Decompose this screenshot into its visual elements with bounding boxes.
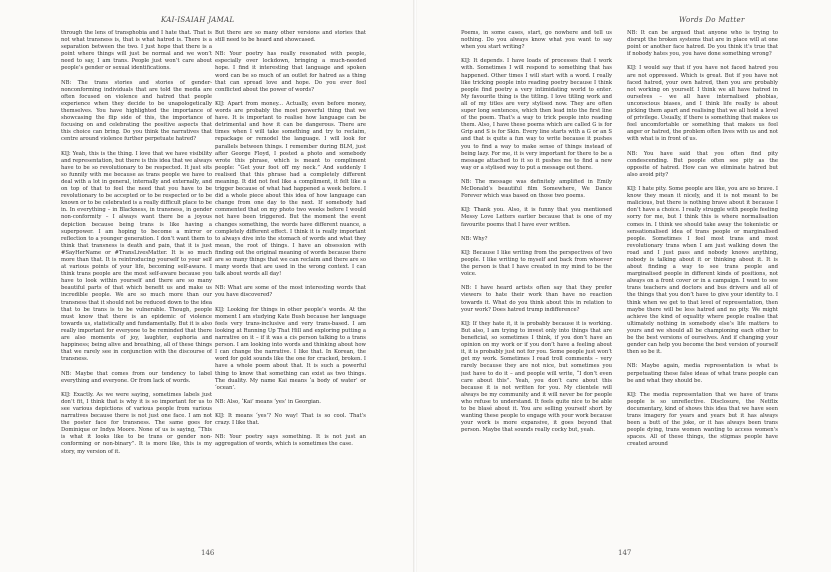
left-page (0, 0, 414, 572)
paragraph: KIJ: Exactly. As we were saying, sometimes labels just don’t fit, I think that is why it is so important for us to see various depictions of various people from various narratives because there is not just one face. I am not the poster face for transness. The same goes for Dominique or Indya Moore. None of us is saying, “This is what it looks like to be trans or gender non-conforming or non-binary”. It is more like, this is my story, my version of it. (61, 391, 212, 455)
paragraph: NB: Also, ‘Kai’ means ‘yes’ in Georgian. (215, 398, 321, 405)
paragraph: Poems, in some cases, start, go nowhere and tell us nothing. Do you always know what you want to say when you start writing? (461, 30, 612, 51)
paragraph: NB: The message was definitely amplified in Emily McDonald’s beautiful film Somewhere, We Dance Forever which was based on those two poems. (461, 178, 612, 200)
paragraph: KIJ: If they hate it, it is probably because it is working. But also, I am trying to invest only into things that are beneficial, so sometimes I think, if you don’t have an opinion on my work or if you don’t have a feeling about it, it is probably just not for you. Some people just won’t get my work. Sometimes I read troll comments – very rarely because they are not nice, but sometimes you just have to do it – and people will write, “I don’t even care about this”. Yeah, you don’t care about this because it is not written for you. My clientele will always be my community and it will never be for people who refuse to understand. It feels quite nice to be able to be blasé about it. You are selling yourself short by wanting these people to engage with your work because your work is more expansive, it goes beyond that person. Maybe that sounds really cocky but, yeah. (461, 320, 612, 434)
paragraph: NB: Maybe that comes from our tendency to label everything and everyone. Or from lack of words. (61, 370, 212, 384)
paragraph: KIJ: Apart from money... Actually, even before money, words are probably the most powerful thing that we have. It is important to realise how language can be detrimental and how it can be dangerous. There are times when I will take something and try to reclaim, repackage or remodel the language. I will look for parallels between things. I remember during BLM, just after George Floyd, I posted a photo and somebody wrote this phrase, which is meant to compliment people: “Get your foot off my neck.” And suddenly I realised that this phrase had a completely different meaning. It did not feel like a compliment, it felt like a trigger because of what had happened a week before. I did a whole piece about this idea of how language can change from one day to the next. If somebody had commented that on my photo two weeks before I would not have been triggered. But the moment the event changes something, the words have different nuance, a completely different effect. I think it is really important to always dive into the stomach of words and what they mean, the root of things. I have an obsession with finding out the original meaning of words because there are so many things that we can reclaim and there are so many words that are used in the wrong context. I can talk about words all day! (215, 100, 366, 278)
paragraph: NB: The trans stories and stories of gender-nonconforming individuals that are told the media are often focused on violence and hatred that people experience when they decide to be unapologetically themselves. You have highlighted the importance of showcasing the flip side of this, the importance of focusing on and celebrating the positive aspects that this choice can bring. Do you think the narratives that centre around violence further perpetuate hatred? (61, 79, 212, 143)
page-number-right: 147 (618, 549, 632, 557)
right-page (417, 0, 831, 572)
paragraph: KIJ: Thank you. Also, it is funny that you mentioned Messy Love Letters earlier because that is one of my favourite poems that I have ever written. (461, 207, 612, 228)
paragraph: KIJ: It depends. I have loads of processes that I work with. Sometimes I will respond to something that has happened. Other times I will start with a word. I really like tricking people into reading poetry because I think people find poetry a very intimidating world to enter. My favourite thing is the titling. I love titling work and all of my titles are very stylised now. They are often super long sentences, which then lead into the first line of the poem. That’s a way to trick people into reading them. Also, I have these poems which are called G is for Grip and S is for Skin. Every line starts with a G or an S and that is quite a fun way to write because it pushes you to find a way to make sense of things instead of being lazy. For me, it is very important for there to be a message attached to it so it pushes me to find a new way or a stylised way to put a message out there. (461, 58, 612, 171)
paragraph: KIJ: I hate pity. Some people are like, you are so brave. I know they mean it nicely, and it is not meant to be malicious, but there is nothing brave about it because I don’t have a choice. I really struggle with people feeling sorry for me, but I think this is where normalisation comes in. I think we should take away the tokenistic or sensationalised idea of trans people or marginalised people. Sometimes I feel most trans and most revolutionary trans when I am just walking down the road and I just pass and nobody knows anything, nobody is talking about it or thinking about it. It is about finding a way to see trans people and marginalised people in different kinds of positions, not always on a front cover or in a campaign. I want to see trans teachers and doctors and bus drivers and all of the things that you don’t have to give your identity to. I think when we get to that level of representation, then maybe there will be less hatred and no pity. We might achieve the kind of equality where people realise that ultimately nothing in somebody else’s life matters to yours and we should all be championing each other to be the best versions of ourselves. And if changing your gender can help you become the best version of yourself then so be it. (627, 186, 778, 356)
paragraph: But there are so many other versions and stories that still need to be heard and showcased. (215, 30, 366, 44)
paragraph: through the lens of transphobia and I hate that. That is not what transness is, that is what hatred is. There is a separation between the two. I just hope that there is a point where things will just be normal and we won’t need to say, I am trans. People just won’t care about people’s gender or sexual identifications. (61, 30, 212, 72)
page-number-left: 146 (201, 549, 215, 557)
paragraph: KIJ: Looking for things in other people’s words. At the moment I am studying Kate Bush because her language feels very trans-inclusive and very trans-based. I am looking at Running Up That Hill and exploring putting a narrative on it – if it was a cis person talking to a trans person. I am looking into words and thinking about how I can change the narrative. I like that. In Korean, the word for gold sounds like the one for cracked, broken. I have a whole poem about that. It is such a powerful thing to know that something can exist as two things. The duality. My name Kai means ‘a body of water’ or ‘ocean’. (215, 306, 366, 391)
paragraph: NB: I have heard artists often say that they prefer viewers to hate their work than have no reaction towards it. What do you think about this in relation to your work? Does hatred trump indifference? (461, 285, 612, 313)
paragraph: NB: What are some of the most interesting words that you have discovered? (215, 285, 366, 299)
paragraph: NB: Maybe again, media representation is what is perpetuating these false ideas of what trans people can be and what they should be. (627, 363, 778, 384)
paragraph: KIJ: Yeah, this is the thing. I love that we have visibility and representation, but there is this idea that we always have to be so revolutionary to be respected. It just sits so funnily with me because as trans people we have to deal with a lot in general, internally and externally, and on top of that to feel the need that you have to be revolutionary to be accepted or to be respected or to be known or to be celebrated is a really difficult place to be in. In everything – in Blackness, in transness, in gender non-conformity – I always want there be a joyous depiction because being trans is like having a superpower. I am hoping to become a mirror or reflection to a younger generation. I don’t want them to think that transness is death and pain, that it is just #SayHerName or #TransLivesMatter. It is so much more than that. It is reintroducing yourself to your self at various points of your life, becoming self-aware. I think trans people are the most self-aware because you have to look within yourself and there are so many beautiful parts of that which benefit us and make us incredible people. We are so much more than our transness that it should not be reduced down to the idea that to be trans is to be vulnerable. Though, people must know that there is an epidemic of violence towards us, statistically and fundamentally. But it is also really important for everyone to be reminded that there are also moments of joy, laughter, euphoria and happiness; being alive and breathing, all of these things that we rarely see in conjunction with the discourse of transness. (61, 150, 212, 363)
paragraph: KIJ: The media representation that we have of trans people is so unreflective. Disclosure, the Netflix documentary, kind of shows this idea that we have seen trans imagery for years and years but it has always been a butt of the joke, or it has always been trans people dying, trans women wanting to access women’s spaces. All of these things, the stigmas people have created around (627, 391, 778, 448)
paragraph: KIJ: Because I like writing from the perspectives of two people. I like writing to myself and back from whoever the person is that I have created in my mind to be the voice. (461, 249, 612, 278)
paragraph: NB: You have said that you often find pity condescending. But people often see pity as the opposite of hatred. How can we eliminate hatred but also avoid pity? (627, 150, 778, 178)
paragraph: KIJ: It means ‘yes’? No way! That is so cool. That’s crazy. I like that. (215, 413, 366, 427)
right-column-2 (627, 30, 778, 545)
paragraph: NB: Your poetry has really resonated with people, especially over lockdown, bringing a much-needed hope. I find it interesting that language and spoken word can be so much of an outlet for hatred as a thing that can spread love and hope. Do you ever feel conflicted about the power of words? (215, 51, 366, 93)
right-column-1 (461, 30, 612, 545)
left-column-1 (61, 30, 212, 545)
paragraph: NB: Your poetry says something. It is not just an aggregation of words, which is sometimes the case. (215, 434, 366, 448)
running-head-right: Words Do Matter (679, 16, 745, 24)
paragraph: KIJ: I would say that if you have not faced hatred you are not oppressed. Which is great. But if you have not faced hatred, your own hatred, then you are probably not working on yourself. I think we all have hatred in ourselves – we all have internalised phobias, unconscious biases, and I think life really is about picking them apart and realising that we all hold a level of privilege. Usually, if there is something that makes us feel uncomfortable or something that makes us feel anger or hatred, the problem often lives with us and not with what is in front of us. (627, 65, 778, 143)
left-column-2 (215, 30, 366, 545)
paragraph: NB: It can be argued that anyone who is trying to disrupt the broken systems that are in place will at one point or another face hatred. Do you think it’s true that if nobody hates you, you have done something wrong? (627, 30, 778, 58)
running-head-left: KAI-ISAIAH JAMAL (161, 16, 235, 24)
paragraph: NB: Why? (461, 235, 488, 242)
